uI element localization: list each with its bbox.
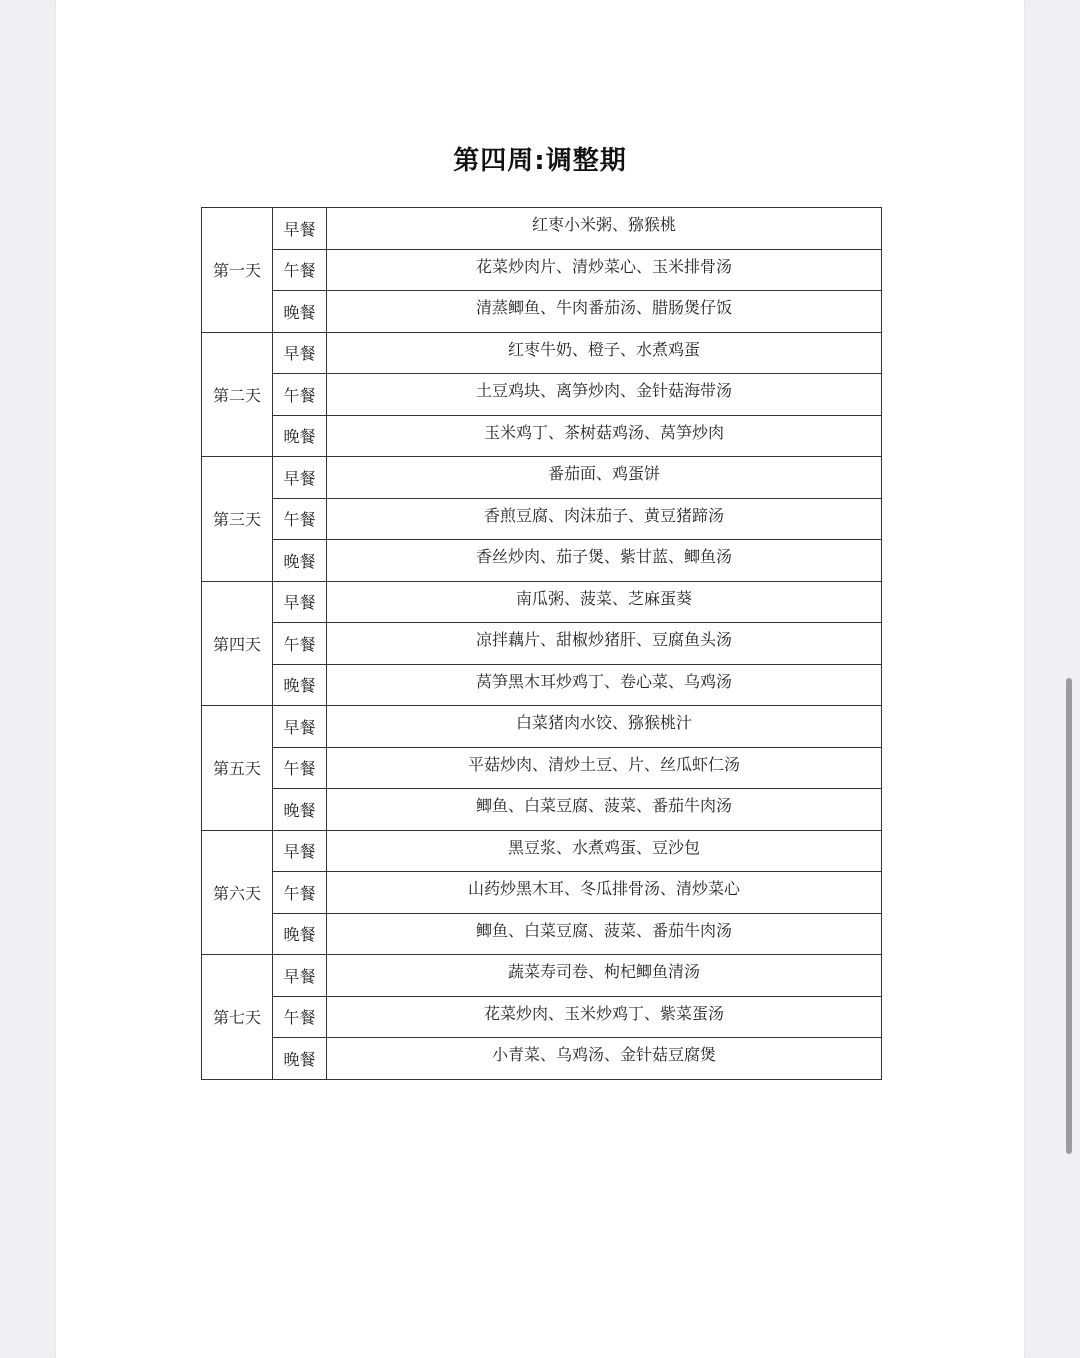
dishes-cell: 凉拌藕片、甜椒炒猪肝、豆腐鱼头汤	[327, 623, 882, 665]
meal-type-cell: 早餐	[273, 457, 327, 499]
meal-type-cell: 早餐	[273, 955, 327, 997]
table-row	[202, 872, 882, 914]
dishes-cell: 红枣小米粥、猕猴桃	[327, 208, 882, 250]
table-row	[202, 747, 882, 789]
document-title: 第四周:调整期	[453, 146, 627, 176]
table-row	[202, 540, 882, 582]
day-label-cell: 第五天	[202, 706, 273, 831]
table-row	[202, 374, 882, 416]
dishes-cell: 红枣牛奶、橙子、水煮鸡蛋	[327, 332, 882, 374]
table-row	[202, 955, 882, 997]
table-row	[202, 706, 882, 748]
dishes-cell: 香煎豆腐、肉沫茄子、黄豆猪蹄汤	[327, 498, 882, 540]
meal-type-cell: 早餐	[273, 830, 327, 872]
dishes-cell: 蔬菜寿司卷、枸杞鲫鱼清汤	[327, 955, 882, 997]
dishes-cell: 鲫鱼、白菜豆腐、菠菜、番茄牛肉汤	[327, 789, 882, 831]
table-row	[202, 415, 882, 457]
meal-type-cell: 早餐	[273, 332, 327, 374]
dishes-cell: 花菜炒肉、玉米炒鸡丁、紫菜蛋汤	[327, 996, 882, 1038]
meal-type-cell: 晚餐	[273, 664, 327, 706]
dishes-cell: 山药炒黑木耳、冬瓜排骨汤、清炒菜心	[327, 872, 882, 914]
meal-type-cell: 晚餐	[273, 1038, 327, 1080]
dishes-cell: 番茄面、鸡蛋饼	[327, 457, 882, 499]
day-label-cell: 第七天	[202, 955, 273, 1080]
meal-type-cell: 午餐	[273, 872, 327, 914]
dishes-cell: 鲫鱼、白菜豆腐、菠菜、番茄牛肉汤	[327, 913, 882, 955]
table-row	[202, 1038, 882, 1080]
dishes-cell: 南瓜粥、菠菜、芝麻蛋葵	[327, 581, 882, 623]
table-row	[202, 789, 882, 831]
meal-type-cell: 早餐	[273, 706, 327, 748]
meal-type-cell: 晚餐	[273, 913, 327, 955]
dishes-cell: 清蒸鲫鱼、牛肉番茄汤、腊肠煲仔饭	[327, 291, 882, 333]
dishes-cell: 花菜炒肉片、清炒菜心、玉米排骨汤	[327, 249, 882, 291]
day-label-cell: 第四天	[202, 581, 273, 706]
table-row	[202, 249, 882, 291]
meal-type-cell: 早餐	[273, 581, 327, 623]
dishes-cell: 莴笋黑木耳炒鸡丁、卷心菜、乌鸡汤	[327, 664, 882, 706]
table-row	[202, 208, 882, 250]
table-row	[202, 332, 882, 374]
meal-type-cell: 早餐	[273, 208, 327, 250]
day-label-cell: 第二天	[202, 332, 273, 457]
meal-type-cell: 午餐	[273, 249, 327, 291]
document-page	[56, 0, 1024, 1358]
dishes-cell: 平菇炒肉、清炒土豆、片、丝瓜虾仁汤	[327, 747, 882, 789]
meal-type-cell: 晚餐	[273, 540, 327, 582]
meal-type-cell: 午餐	[273, 374, 327, 416]
meal-type-cell: 午餐	[273, 996, 327, 1038]
meal-type-cell: 午餐	[273, 498, 327, 540]
meal-type-cell: 晚餐	[273, 291, 327, 333]
table-row	[202, 623, 882, 665]
dishes-cell: 玉米鸡丁、茶树菇鸡汤、莴笋炒肉	[327, 415, 882, 457]
dishes-cell: 黑豆浆、水煮鸡蛋、豆沙包	[327, 830, 882, 872]
dishes-cell: 土豆鸡块、离笋炒肉、金针菇海带汤	[327, 374, 882, 416]
table-row	[202, 498, 882, 540]
day-label-cell: 第三天	[202, 457, 273, 582]
day-label-cell: 第六天	[202, 830, 273, 955]
meal-plan-table	[201, 207, 882, 1080]
table-row	[202, 830, 882, 872]
table-row	[202, 457, 882, 499]
dishes-cell: 小青菜、乌鸡汤、金针菇豆腐煲	[327, 1038, 882, 1080]
table-row	[202, 291, 882, 333]
meal-type-cell: 午餐	[273, 747, 327, 789]
table-row	[202, 664, 882, 706]
table-row	[202, 581, 882, 623]
meal-type-cell: 晚餐	[273, 415, 327, 457]
meal-type-cell: 晚餐	[273, 789, 327, 831]
meal-plan-table-body	[202, 208, 882, 1080]
table-row	[202, 913, 882, 955]
dishes-cell: 香丝炒肉、茄子煲、紫甘蓝、鲫鱼汤	[327, 540, 882, 582]
day-label-cell: 第一天	[202, 208, 273, 333]
meal-type-cell: 午餐	[273, 623, 327, 665]
vertical-scrollbar-thumb[interactable]	[1066, 678, 1072, 1154]
dishes-cell: 白菜猪肉水饺、猕猴桃汁	[327, 706, 882, 748]
table-row	[202, 996, 882, 1038]
